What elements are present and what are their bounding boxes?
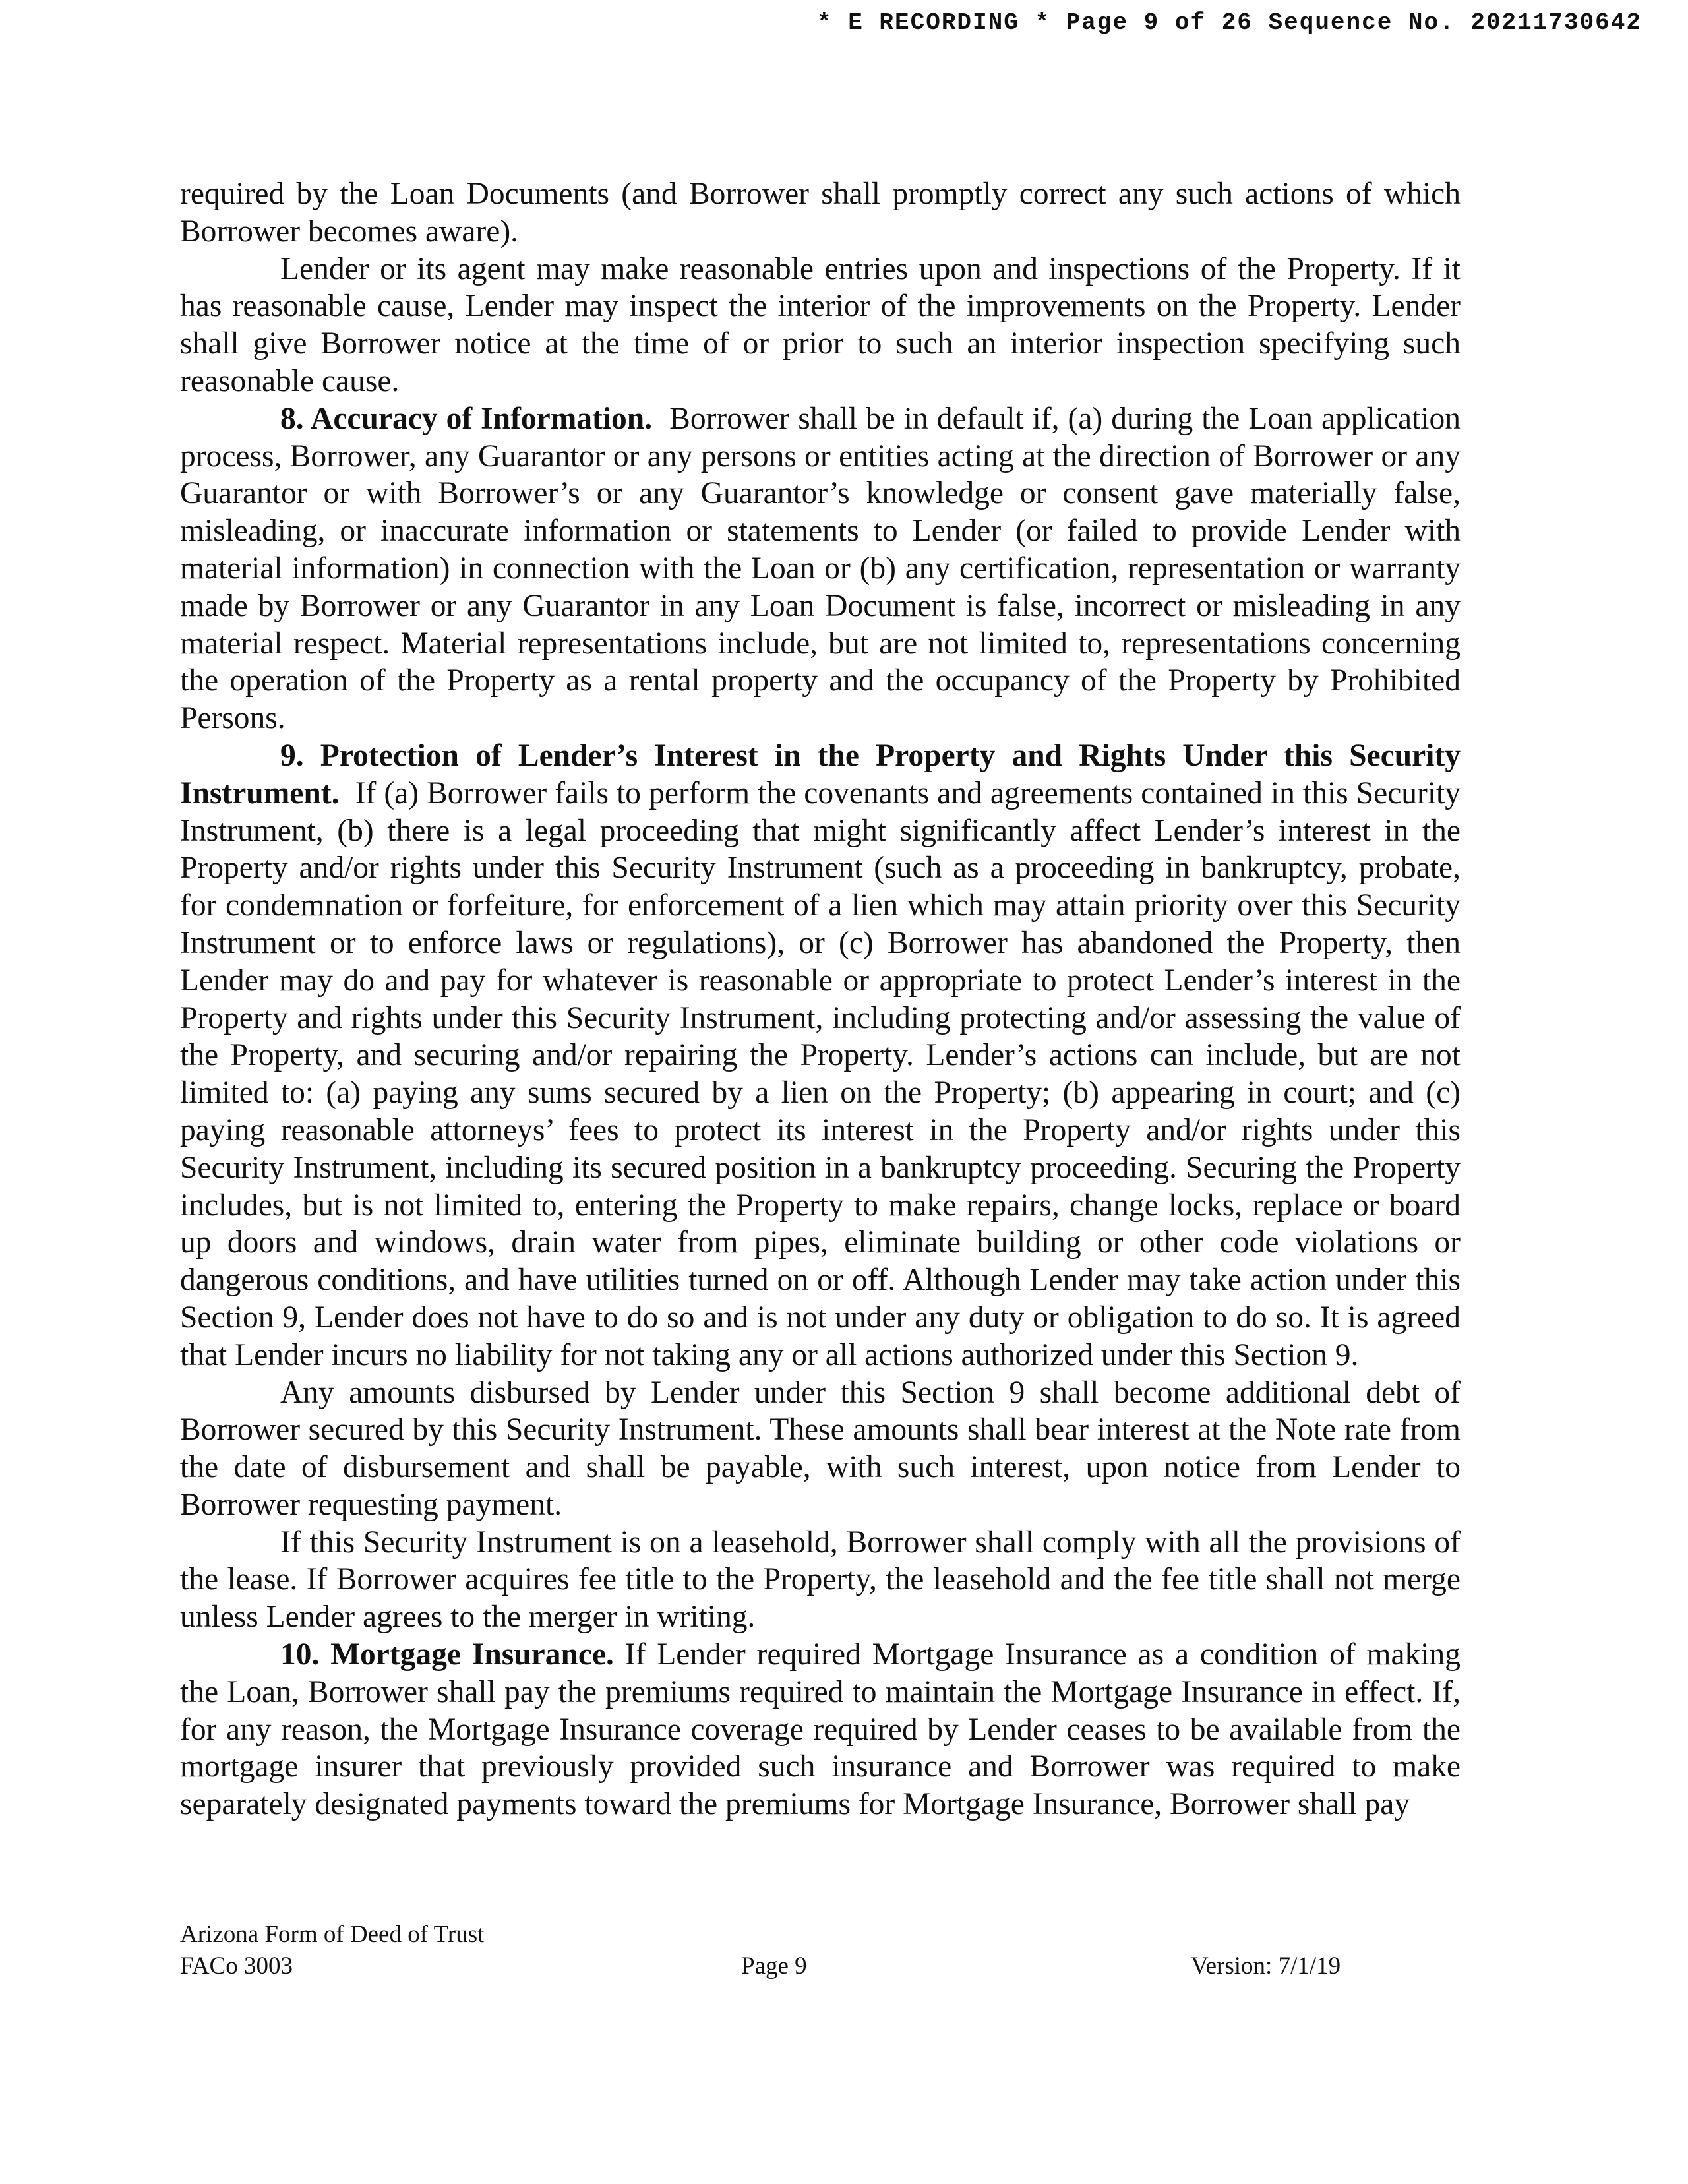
paragraph-continuation: required by the Loan Documents (and Borrower shall promptly correct any such actions of which Borrower becomes aware). (180, 177, 1461, 249)
footer-form-info (180, 1919, 484, 1982)
footer-form-code: FACo 3003 (180, 1953, 293, 1980)
footer-form-name: Arizona Form of Deed of Trust (180, 1921, 485, 1948)
footer-page-number: Page 9 (741, 1953, 807, 1980)
recording-header: * E RECORDING * Page 9 of 26 Sequence No. 20211730642 (817, 9, 1642, 36)
paragraph-amounts-disbursed: Any amounts disbursed by Lender under this Section 9 shall become additional debt of Borrower secured by this Security Instrument. These amounts shall bear interest at the Note rate from the date of disbursement and shall be payable, with such interest, upon notice from Lender to Borrower requesting payment. (180, 1375, 1461, 1522)
section-9-body: If (a) Borrower fails to perform the covenants and agreements contained in this Security Instrument, (b) there is a legal proceeding that might significantly affect Lender’s interest in the Property and/or rights under this Security Instrument (such as a proceeding in bankruptcy, probate, for condemnation or forfeiture, for enforcement of a lien which may attain priority over this Security Instrument or to enforce laws or regulations), or (c) Borrower has abandoned the Property, then Lender may do and pay for whatever is reasonable or appropriate to protect Lender’s interest in the Property and rights under this Security Instrument, including protecting and/or assessing the value of the Property, and securing and/or repairing the Property. Lender’s actions can include, but are not limited to: (a) paying any sums secured by a lien on the Property; (b) appearing in court; and (c) paying reasonable attorneys’ fees to protect its interest in the Property and/or rights under this Security Instrument, including its secured position in a bankruptcy proceeding. Securing the Property includes, but is not limited to, entering the Property to make repairs, change locks, replace or board up doors and windows, drain water from pipes, eliminate building or other code violations or dangerous conditions, and have utilities turned on or off. Although Lender may take action under this Section 9, Lender does not have to do so and is not under any duty or obligation to do so. It is agreed that Lender incurs no liability for not taking any or all actions authorized under this Section 9. (180, 775, 1461, 1372)
section-8-heading: 8. Accuracy of Information. (280, 401, 653, 436)
section-9 (180, 737, 1461, 1374)
section-10-heading: 10. Mortgage Insurance. (280, 1637, 614, 1672)
section-8-body: Borrower shall be in default if, (a) during the Loan application process, Borrower, any Guarantor or any persons or entities acting at the direction of Borrower or any Guarantor or with Borrower’s or any Guarantor’s knowledge or consent gave materially false, misleading, or inaccurate information or statements to Lender (or failed to provide Lender with material information) in connection with the Loan or (b) any certification, representation or warranty made by Borrower or any Guarantor in any Loan Document is false, incorrect or misleading in any material respect. Material representations include, but are not limited to, representations concerning the operation of the Property as a rental property and the occupancy of the Property by Prohibited Persons. (180, 401, 1461, 736)
paragraph-leasehold: If this Security Instrument is on a leasehold, Borrower shall comply with all the provisions of the lease. If Borrower acquires fee title to the Property, the leasehold and the fee title shall not merge unless Lender agrees to the merger in writing. (180, 1525, 1461, 1635)
section-10 (180, 1636, 1461, 1823)
document-body (180, 175, 1461, 1823)
footer-version: Version: 7/1/19 (1191, 1953, 1341, 1980)
section-10-body: If Lender required Mortgage Insurance as a condition of making the Loan, Borrower shall pay the premiums required to maintain the Mortgage Insurance in effect. If, for any reason, the Mortgage Insurance coverage required by Lender ceases to be available from the mortgage insurer that previously provided such insurance and Borrower was required to make separately designated payments toward the premiums for Mortgage Insurance, Borrower shall pay (180, 1637, 1461, 1822)
section-9-heading: 9. Protection of Lender’s Interest in the Property and Rights Under this Security Instrument. (180, 738, 1461, 810)
section-8 (180, 400, 1461, 737)
paragraph-inspections: Lender or its agent may make reasonable entries upon and inspections of the Property. If it has reasonable cause, Lender may inspect the interior of the improvements on the Property. Lender shall give Borrower notice at the time of or prior to such an interior inspection specifying such reasonable cause. (180, 251, 1461, 398)
